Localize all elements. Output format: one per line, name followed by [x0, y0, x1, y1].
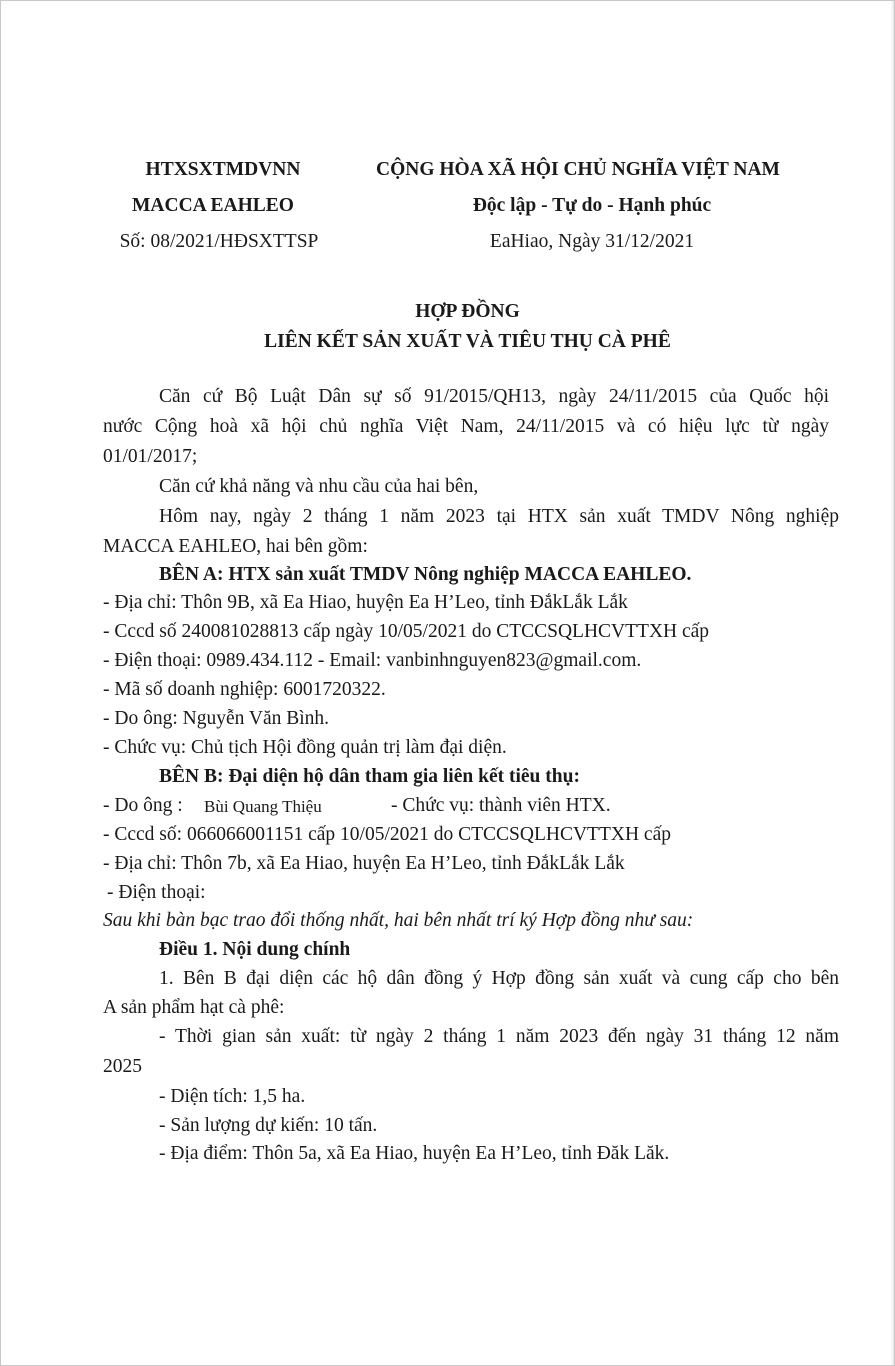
expected-output: - Sản lượng dự kiến: 10 tấn. — [159, 1115, 378, 1136]
preamble-legal-basis-line1: Căn cứ Bộ Luật Dân sự số 91/2015/QH13, ngày 24/11/2015 của Quốc hội — [159, 386, 829, 407]
preamble-legal-basis-line2: nước Cộng hoà xã hội chủ nghĩa Việt Nam, 24/11/2015 và có hiệu lực từ ngày — [103, 416, 829, 437]
production-area: - Diện tích: 1,5 ha. — [159, 1086, 306, 1107]
party-b-representative-label: - Do ông : — [103, 795, 183, 816]
party-b-representative-name: Bùi Quang Thiệu — [204, 797, 322, 816]
production-time-line2: 2025 — [103, 1056, 142, 1077]
party-a-representative: - Do ông: Nguyễn Văn Bình. — [103, 708, 330, 729]
place-and-date: EaHiao, Ngày 31/12/2021 — [489, 231, 695, 252]
party-b-address: - Địa chỉ: Thôn 7b, xã Ea Hiao, huyện Ea H’Leo, tỉnh ĐắkLắk Lắk — [103, 853, 625, 874]
production-time-line1: - Thời gian sản xuất: từ ngày 2 tháng 1 năm 2023 đến ngày 31 tháng 12 năm — [159, 1026, 839, 1047]
nation-title: CỘNG HÒA XÃ HỘI CHỦ NGHĨA VIỆT NAM — [376, 159, 780, 180]
party-b-position: - Chức vụ: thành viên HTX. — [391, 795, 611, 816]
preamble-legal-basis-line3: 01/01/2017; — [103, 446, 198, 467]
contract-title: HỢP ĐỒNG — [415, 301, 520, 322]
party-a-tax-code: - Mã số doanh nghiệp: 6001720322. — [103, 679, 386, 700]
party-a-address: - Địa chỉ: Thôn 9B, xã Ea Hiao, huyện Ea H’Leo, tỉnh ĐắkLắk Lắk — [103, 592, 628, 613]
party-b-phone: - Điện thoại: — [107, 882, 206, 903]
nation-motto: Độc lập - Tự do - Hạnh phúc — [472, 195, 712, 216]
agreement-intro: Sau khi bàn bạc trao đổi thống nhất, hai bên nhất trí ký Hợp đồng như sau: — [103, 910, 694, 931]
org-name-line1: HTXSXTMDVNN — [145, 159, 301, 180]
preamble-meeting-line1: Hôm nay, ngày 2 tháng 1 năm 2023 tại HTX sản xuất TMDV Nông nghiệp — [159, 506, 839, 527]
article1-heading: Điều 1. Nội dung chính — [159, 939, 351, 960]
org-name-line2: MACCA EAHLEO — [132, 195, 294, 216]
preamble-capacity: Căn cứ khả năng và nhu cầu của hai bên, — [159, 476, 479, 497]
article1-item1-line1: 1. Bên B đại diện các hộ dân đồng ý Hợp đồng sản xuất và cung cấp cho bên — [159, 968, 839, 989]
party-a-id-card: - Cccd số 240081028813 cấp ngày 10/05/2021 do CTCCSQLHCVTTXH cấp — [103, 621, 710, 642]
contract-subtitle: LIÊN KẾT SẢN XUẤT VÀ TIÊU THỤ CÀ PHÊ — [264, 331, 671, 352]
preamble-meeting-line2: MACCA EAHLEO, hai bên gồm: — [103, 536, 368, 557]
party-b-id-card: - Cccd số: 066066001151 cấp 10/05/2021 do CTCCSQLHCVTTXH cấp — [103, 824, 671, 845]
article1-item1-line2: A sản phẩm hạt cà phê: — [103, 997, 285, 1018]
party-a-phone-email: - Điện thoại: 0989.434.112 - Email: vanbinhnguyen823@gmail.com. — [103, 650, 642, 671]
party-b-heading: BÊN B: Đại diện hộ dân tham gia liên kết tiêu thụ: — [159, 766, 580, 787]
party-a-position: - Chức vụ: Chủ tịch Hội đồng quản trị làm đại diện. — [103, 737, 507, 758]
party-a-heading: BÊN A: HTX sản xuất TMDV Nông nghiệp MACCA EAHLEO. — [159, 564, 692, 585]
document-number: Số: 08/2021/HĐSXTTSP — [119, 231, 319, 252]
page-edge-shadow — [891, 1, 894, 1365]
production-location: - Địa điểm: Thôn 5a, xã Ea Hiao, huyện Ea H’Leo, tỉnh Đăk Lăk. — [159, 1143, 670, 1164]
